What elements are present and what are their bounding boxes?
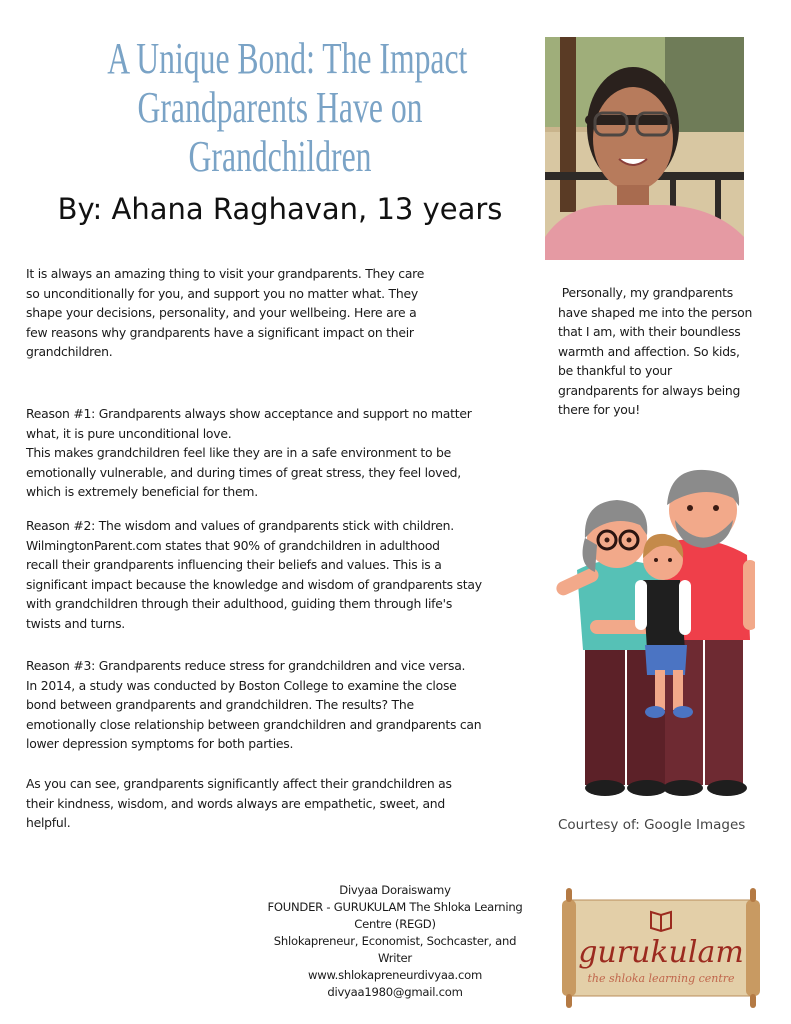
personal-note — [558, 283, 788, 420]
text-line: lower depression symptoms for both parties. — [26, 736, 294, 751]
title-line: A Unique Bond: The Impact — [107, 34, 468, 83]
article-title — [107, 34, 468, 181]
text-line: grandparents for always being — [558, 382, 741, 398]
text-line: be thankful to your — [558, 363, 672, 378]
text-line: shape your decisions, personality, and your wellbeing. Here are a — [26, 305, 417, 320]
text-line: Personally, my grandparents — [558, 285, 733, 300]
author-photo-image — [545, 37, 744, 260]
scroll-logo-image — [556, 882, 766, 1012]
text-line: recall their grandparents influencing their beliefs and values. This is a — [26, 557, 442, 572]
signature-title: FOUNDER - GURUKULAM The Shloka Learning — [267, 900, 523, 914]
signature-title: Centre (REGD) — [354, 917, 436, 931]
text-line: with grandchildren through their adulthood, guiding them through life's — [26, 596, 453, 611]
text-line: warmth and affection. So kids, — [558, 343, 740, 359]
title-line: Grandparents Have on — [137, 83, 423, 132]
author-byline: By: Ahana Raghavan, 13 years — [57, 192, 503, 226]
text-line: significant impact because the knowledge and wisdom of grandparents stay — [26, 576, 482, 592]
text-line: emotionally vulnerable, and during times of great stress, they feel loved, — [26, 464, 461, 480]
text-line: that I am, with their boundless — [558, 324, 741, 339]
gurukulam-logo — [556, 882, 766, 1012]
text-line: grandchildren. — [26, 344, 113, 359]
text-line: This makes grandchildren feel like they are in a safe environment to be — [26, 445, 452, 460]
signature-roles: Shlokapreneur, Economist, Sochcaster, and — [273, 934, 517, 948]
logo-tagline: the shloka learning centre — [587, 972, 735, 985]
text-line: which is extremely beneficial for them. — [26, 484, 258, 499]
text-line: Reason #3: Grandparents reduce stress for grandchildren and vice versa. — [26, 658, 466, 673]
reason-1-paragraph — [26, 404, 531, 502]
text-line: Reason #1: Grandparents always show acceptance and support no matter — [26, 406, 472, 421]
email-link[interactable]: divyaa1980@gmail.com — [327, 985, 463, 999]
text-line: there for you! — [558, 402, 640, 417]
signature-name: Divyaa Doraiswamy — [339, 883, 451, 897]
website-link[interactable]: www.shlokapreneurdivyaa.com — [308, 968, 482, 982]
text-line: bond between grandparents and grandchildren. The results? The — [26, 697, 414, 712]
logo-name: gurukulam — [578, 935, 744, 970]
conclusion-paragraph — [26, 774, 531, 833]
text-line: so unconditionally for you, and support you no matter what. They — [26, 285, 418, 301]
text-line: In 2014, a study was conducted by Boston College to examine the close — [26, 677, 457, 693]
author-photo — [545, 37, 744, 260]
text-line: It is always an amazing thing to visit your grandparents. They care — [26, 266, 425, 281]
text-line: twists and turns. — [26, 615, 125, 631]
title-line: Grandchildren — [188, 132, 372, 181]
text-line: what, it is pure unconditional love. — [26, 425, 232, 441]
author-signature — [240, 882, 550, 1001]
text-line: Reason #2: The wisdom and values of grandparents stick with children. — [26, 518, 454, 533]
illustration-caption: Courtesy of: Google Images — [558, 817, 746, 833]
text-line: WilmingtonParent.com states that 90% of grandchildren in adulthood — [26, 537, 440, 553]
text-line: few reasons why grandparents have a significant impact on their — [26, 324, 414, 340]
reason-2-paragraph — [26, 516, 531, 633]
grandparents-with-child-image — [555, 460, 755, 800]
grandparents-illustration — [555, 460, 755, 800]
text-line: have shaped me into the person — [558, 304, 753, 320]
text-line: As you can see, grandparents significantly affect their grandchildren as — [26, 776, 452, 791]
text-line: their kindness, wisdom, and words always are empathetic, sweet, and — [26, 795, 446, 811]
intro-paragraph — [26, 264, 531, 362]
reason-3-paragraph — [26, 656, 531, 754]
text-line: emotionally close relationship between grandchildren and grandparents can — [26, 716, 482, 732]
signature-roles: Writer — [378, 951, 412, 965]
text-line: helpful. — [26, 815, 71, 830]
